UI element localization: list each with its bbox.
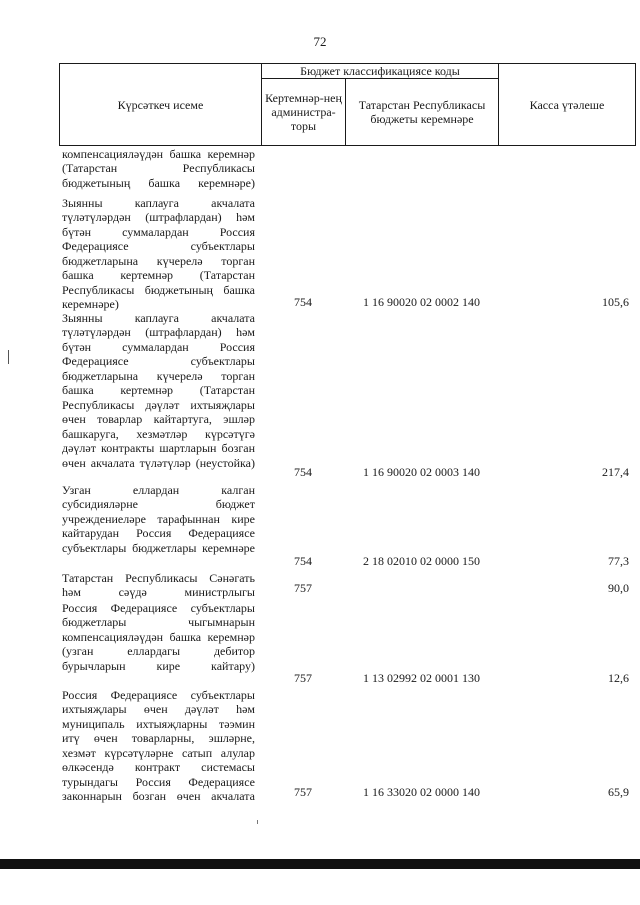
table-row [59, 196, 636, 312]
row-administrator: 757 [294, 581, 312, 595]
row-amount: 217,4 [602, 465, 629, 479]
row-description: Россия Федерациясе субъектлары бюджетлары чыгымнарын компенсацияләүдән башка керемнәр (узган еллардагы дебитор бурычларын кире кайтару) [62, 601, 255, 673]
table-row [59, 311, 636, 479]
row-description: компенсацияләүдән башка керемнәр (Татарстан Республикасы бюджетының башка керемнәре) [62, 147, 255, 190]
row-amount: 12,6 [608, 671, 629, 685]
table-row [59, 601, 636, 685]
table-row [59, 571, 636, 600]
row-administrator: 757 [294, 785, 312, 799]
header-revenue-administrator: Кертемнәр-нең администра-торы [262, 79, 346, 145]
header-revenue-code: Татарстан Республикасы бюджеты керемнәре [346, 79, 499, 145]
scan-mark [257, 820, 258, 824]
scan-mark [8, 350, 9, 364]
row-amount: 77,3 [608, 554, 629, 568]
table-header [59, 63, 636, 146]
row-administrator: 754 [294, 295, 312, 309]
row-code: 1 16 33020 02 0000 140 [363, 785, 480, 799]
row-code: 2 18 02010 02 0000 150 [363, 554, 480, 568]
table-row [59, 483, 636, 568]
row-code: 1 16 90020 02 0002 140 [363, 295, 480, 309]
row-description: Зыянны каплауга акчалата түләтүләрдән (штрафлардан) һәм бүтән суммалардан Россия Федерациясе субъектлары бюджетларына күчерелә торган башка кертемнәр (Татарстан Республикасы бюджетының башка керемнәре) [62, 196, 255, 312]
header-indicator-name: Күрсәткеч исеме [60, 64, 262, 145]
row-description: Зыянны каплауга акчалата түләтүләрдән (штрафлардан) һәм бүтән суммалардан Россия Федерациясе субъектлары бюджетларына күчерелә торган башка кертемнәр (Татарстан Республикасы дәүләт ихтыяҗлары өчен товарлар кайтартуга, эшләр башкаруга, хезмәтләр күрсәтүгә дәүләт контракты шартларын бозган өчен акчалата түләтүләр (неустойка) [62, 311, 255, 470]
scan-edge-bar [0, 859, 640, 869]
header-budget-classification: Бюджет классификациясе коды [262, 64, 499, 79]
table-row [59, 688, 636, 804]
row-administrator: 754 [294, 554, 312, 568]
row-code: 1 16 90020 02 0003 140 [363, 465, 480, 479]
page-number: 72 [313, 34, 327, 49]
row-description: Узган еллардан калган субсидияләрне бюджет учреждениеләре тарафыннан кире кайтарудан Россия Федерациясе субъектлары бюджетлары керемнәре [62, 483, 255, 555]
row-description: Россия Федерациясе субъектлары ихтыяҗлары өчен дәүләт һәм муниципаль ихтыяҗларны тәэмин итү өчен товарларны, эшләрне, хезмәт күрсәтүләрне сатып алулар өлкәсендә контракт системасы турындагы Россия Федерациясе законнарын бозган өчен акчалата [62, 688, 255, 804]
row-administrator: 757 [294, 671, 312, 685]
row-code: 1 13 02992 02 0001 130 [363, 671, 480, 685]
row-amount: 65,9 [608, 785, 629, 799]
row-amount: 105,6 [602, 295, 629, 309]
row-administrator: 754 [294, 465, 312, 479]
row-description: Татарстан Республикасы Сәнәгать һәм сәүдә министрлыгы [62, 571, 255, 600]
row-amount: 90,0 [608, 581, 629, 595]
header-cash-execution: Касса үтәлеше [529, 97, 605, 112]
